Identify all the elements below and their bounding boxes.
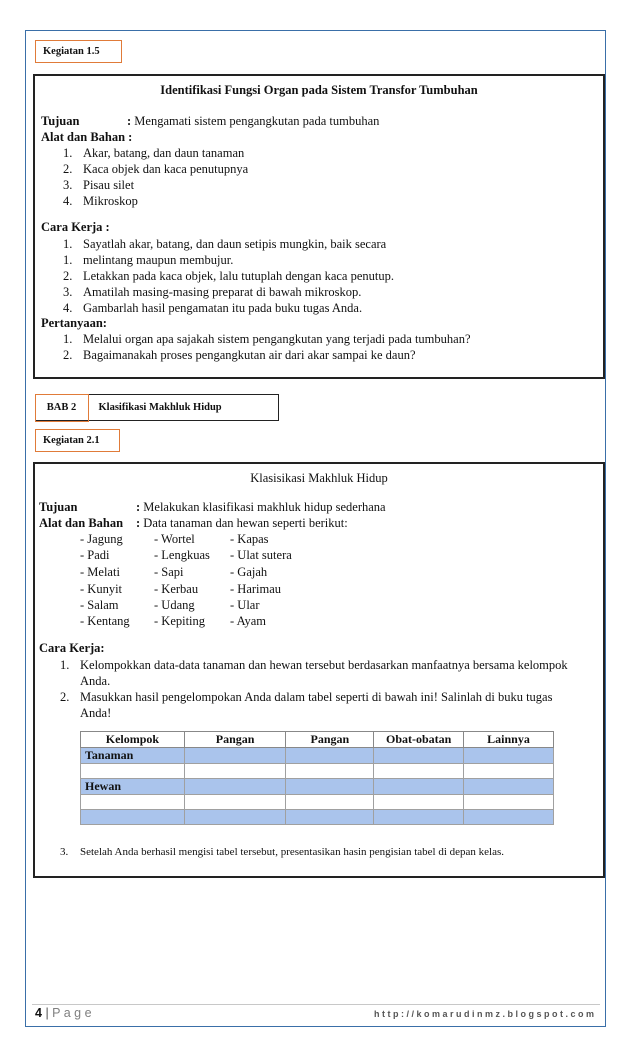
alat-21-value xyxy=(136,516,348,531)
table-cell xyxy=(184,810,286,825)
table-cell xyxy=(286,795,374,810)
cara-item xyxy=(63,285,361,300)
table-cell xyxy=(81,764,185,779)
table-cell xyxy=(184,779,286,795)
pertanyaan-item-text: Bagaimanakah proses pengangkutan air dari akar sampai ke daun? xyxy=(83,348,416,362)
kegiatan-15-title: Identifikasi Fungsi Organ pada Sistem Transfor Tumbuhan xyxy=(160,83,478,97)
cara-21-item-num: 1. xyxy=(60,658,70,672)
cara-item-text: Amatilah masing-masing preparat di bawah mikroskop. xyxy=(83,285,362,299)
cara-item-text: melintang maupun membujur. xyxy=(83,253,234,267)
table-cell xyxy=(184,748,286,764)
cara-item-num: 4. xyxy=(63,301,73,315)
alat-item-text: Pisau silet xyxy=(83,178,135,192)
organism-item: - Harimau xyxy=(230,582,282,596)
chapter-title: Klasifikasi Makhluk Hidup xyxy=(98,402,222,413)
alat-item xyxy=(63,146,244,161)
alat-label: Alat dan Bahan : xyxy=(41,130,133,144)
step-3 xyxy=(60,846,504,858)
pertanyaan-item xyxy=(63,348,416,363)
organism-item: - Kentang xyxy=(80,614,130,628)
tujuan-21-label: Tujuan xyxy=(39,500,78,514)
organism-item: - Salam xyxy=(80,598,119,612)
cara-item-text: Sayatlah akar, batang, dan daun setipis mungkin, baik secara xyxy=(83,237,387,251)
table-row xyxy=(81,810,554,825)
tujuan-colon: : xyxy=(127,114,132,128)
cara-21-item-text: Kelompokkan data-data tanaman dan hewan tersebut berdasarkan manfaatnya bersama kelompok xyxy=(80,658,568,672)
alat-item-num: 2. xyxy=(63,162,73,176)
organism-item: - Padi xyxy=(80,548,110,562)
pertanyaan-item-text: Melalui organ apa sajakah sistem pengangkutan yang terjadi pada tumbuhan? xyxy=(83,332,471,346)
cara-21-item-cont: Anda! xyxy=(80,706,112,720)
table-row xyxy=(81,764,554,779)
table-cell xyxy=(374,810,464,825)
table-cell xyxy=(374,779,464,795)
footer-url: h t t p : / / k o m a r u d i n m z . b l o g s p o t . c o m xyxy=(373,1009,594,1019)
alat-item-num: 3. xyxy=(63,178,73,192)
footer-divider xyxy=(32,1004,600,1005)
chapter-number: BAB 2 xyxy=(35,394,89,422)
tujuan-21-text: Melakukan klasifikasi makhluk hidup sederhana xyxy=(143,500,386,514)
cara-21-item xyxy=(60,690,552,705)
organism-item: - Sapi xyxy=(154,565,184,579)
table-header: Lainnya xyxy=(464,732,554,748)
alat-item-num: 1. xyxy=(63,146,73,160)
table-cell xyxy=(464,748,554,764)
page-separator: | xyxy=(45,1006,49,1020)
table-cell xyxy=(464,795,554,810)
organism-item: - Lengkuas xyxy=(154,548,210,562)
pertanyaan-item-num: 2. xyxy=(63,348,73,362)
tujuan-21-value xyxy=(136,500,386,515)
organism-item: - Melati xyxy=(80,565,120,579)
table-cell xyxy=(464,764,554,779)
table-cell xyxy=(286,764,374,779)
step-3-num: 3. xyxy=(60,846,69,858)
table-row xyxy=(81,779,554,795)
organism-item: - Ulat sutera xyxy=(230,548,292,562)
organism-item: - Gajah xyxy=(230,565,268,579)
cara-21-item-num: 2. xyxy=(60,690,70,704)
table-cell xyxy=(464,810,554,825)
alat-item xyxy=(63,194,138,209)
step-3-text: Setelah Anda berhasil mengisi tabel tersebut, presentasikan hasin pengisian tabel di depan kelas. xyxy=(80,846,504,858)
table-cell xyxy=(184,795,286,810)
alat-item-text: Mikroskop xyxy=(83,194,138,208)
organism-item: - Jagung xyxy=(80,532,123,546)
page-number: 4 xyxy=(35,1006,42,1020)
table-cell xyxy=(286,810,374,825)
chapter-header xyxy=(35,394,279,421)
table-cell xyxy=(286,748,374,764)
table-cell xyxy=(81,810,185,825)
table-cell xyxy=(374,764,464,779)
tujuan-21-colon: : xyxy=(136,500,141,514)
table-cell xyxy=(184,764,286,779)
cara-item-num: 1. xyxy=(63,237,73,251)
alat-21-label: Alat dan Bahan xyxy=(39,516,124,530)
cara-item-num: 2. xyxy=(63,269,73,283)
table-header: Pangan xyxy=(286,732,374,748)
tujuan-label: Tujuan xyxy=(41,114,80,128)
cara-21-item-cont: Anda. xyxy=(80,674,111,688)
table-cell: Hewan xyxy=(81,779,185,795)
cara-kerja-21-label: Cara Kerja: xyxy=(39,641,105,655)
cara-21-item-text: Masukkan hasil pengelompokan Anda dalam tabel seperti di bawah ini! Salinlah di buku tugas xyxy=(80,690,553,704)
table-header: Kelompok xyxy=(81,732,185,748)
table-cell xyxy=(464,779,554,795)
kegiatan-15-tag: Kegiatan 1.5 xyxy=(35,40,122,63)
cara-item xyxy=(63,237,386,252)
cara-item xyxy=(63,253,233,268)
cara-item xyxy=(63,269,394,284)
table-cell xyxy=(374,795,464,810)
table-header: Pangan xyxy=(184,732,286,748)
organism-item: - Udang xyxy=(154,598,195,612)
page-word: P a g e xyxy=(52,1006,92,1020)
organism-item: - Kepiting xyxy=(154,614,206,628)
cara-item xyxy=(63,301,362,316)
tujuan-value xyxy=(127,114,379,129)
cara-kerja-label: Cara Kerja : xyxy=(41,220,110,234)
alat-item-text: Kaca objek dan kaca penutupnya xyxy=(83,162,249,176)
table-cell xyxy=(374,748,464,764)
table-cell xyxy=(286,779,374,795)
cara-item-text: Letakkan pada kaca objek, lalu tutuplah dengan kaca penutup. xyxy=(83,269,394,283)
pertanyaan-item-num: 1. xyxy=(63,332,73,346)
cara-item-num: 1. xyxy=(63,253,73,267)
organism-item: - Kerbau xyxy=(154,582,199,596)
tujuan-text: Mengamati sistem pengangkutan pada tumbuhan xyxy=(134,114,380,128)
alat-item xyxy=(63,178,134,193)
table-cell xyxy=(81,795,185,810)
table-row xyxy=(81,795,554,810)
organism-item: - Ayam xyxy=(230,614,266,628)
alat-21-colon: : xyxy=(136,516,141,530)
classification-table xyxy=(80,731,554,825)
footer-page xyxy=(35,1006,92,1020)
alat-item xyxy=(63,162,248,177)
cara-item-num: 3. xyxy=(63,285,73,299)
cara-item-text: Gambarlah hasil pengamatan itu pada buku tugas Anda. xyxy=(83,301,363,315)
alat-item-text: Akar, batang, dan daun tanaman xyxy=(83,146,245,160)
table-header: Obat-obatan xyxy=(374,732,464,748)
kegiatan-21-title: Klasisikasi Makhluk Hidup xyxy=(250,471,388,485)
organism-item: - Kapas xyxy=(230,532,269,546)
table-row xyxy=(81,748,554,764)
organism-item: - Wortel xyxy=(154,532,195,546)
alat-21-text: Data tanaman dan hewan seperti berikut: xyxy=(143,516,348,530)
alat-item-num: 4. xyxy=(63,194,73,208)
organism-item: - Kunyit xyxy=(80,582,123,596)
pertanyaan-label: Pertanyaan: xyxy=(41,316,107,330)
cara-21-item xyxy=(60,658,568,673)
table-cell: Tanaman xyxy=(81,748,185,764)
pertanyaan-item xyxy=(63,332,471,347)
kegiatan-21-tag: Kegiatan 2.1 xyxy=(35,429,120,452)
table-header-row xyxy=(81,732,554,748)
organism-item: - Ular xyxy=(230,598,260,612)
